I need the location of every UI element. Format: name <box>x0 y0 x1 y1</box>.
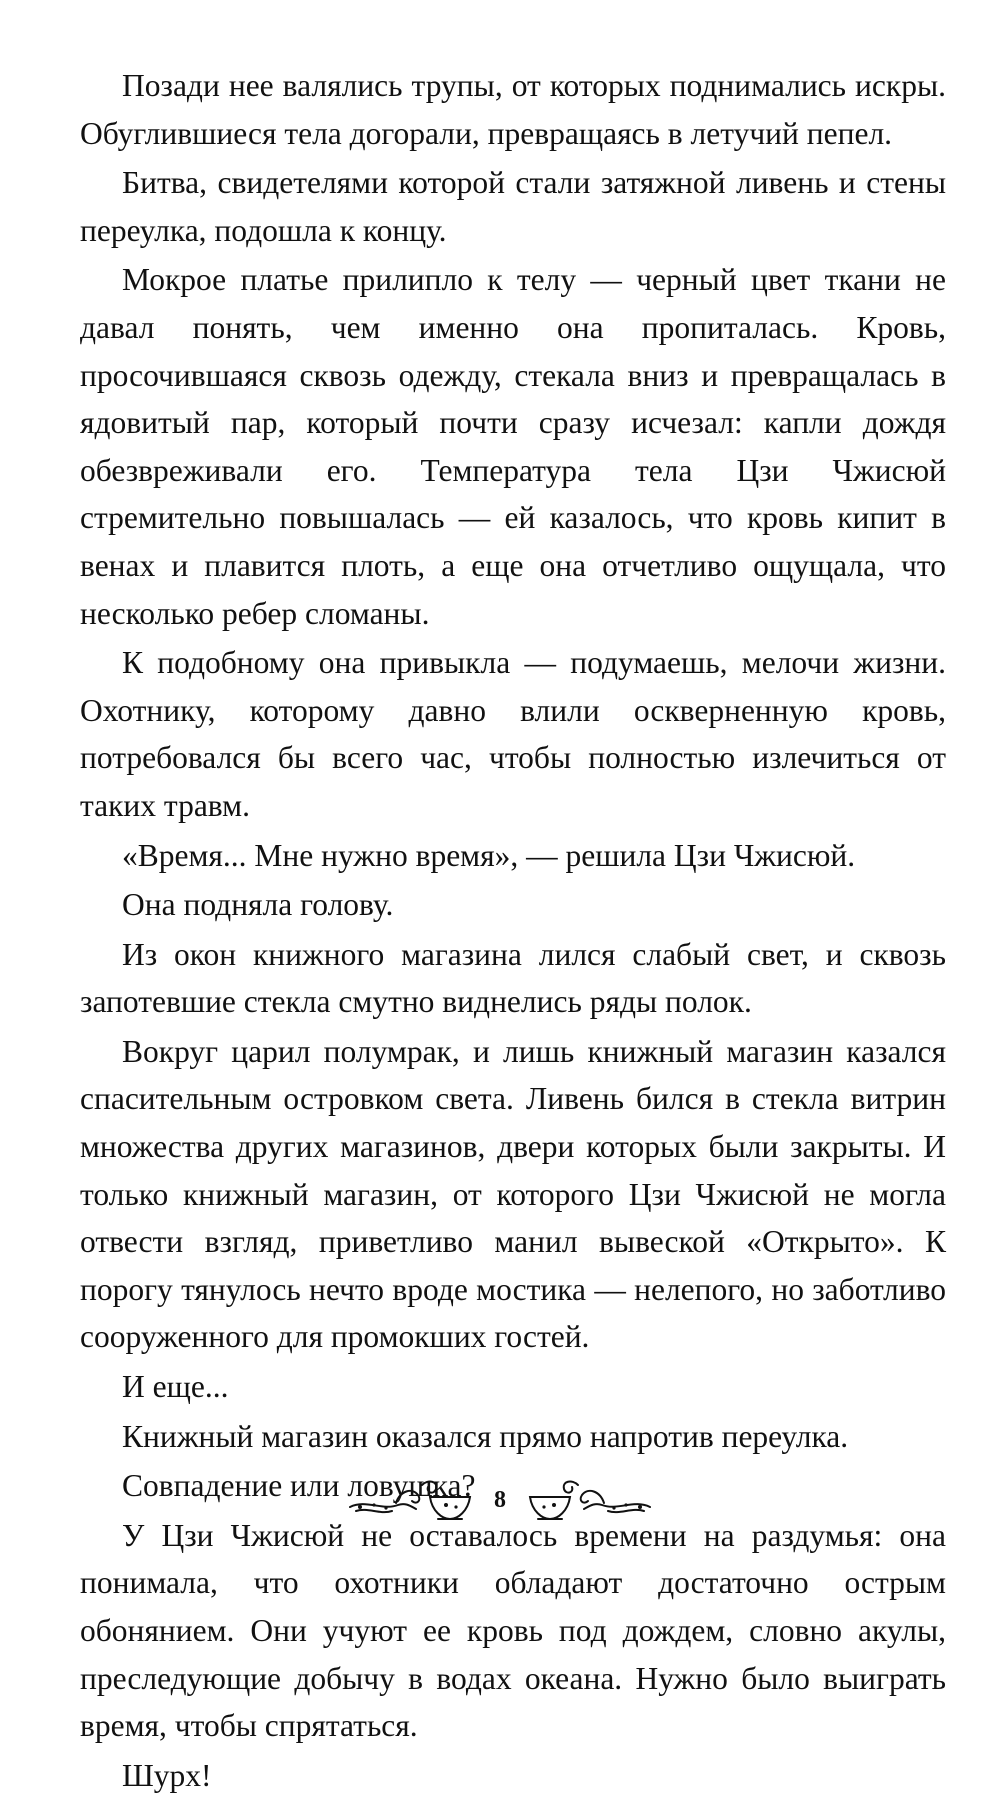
paragraph: Она подняла голову. <box>122 887 394 923</box>
paragraph: Мокрое платье прилипло к телу — черный цвет ткани не давал понять, чем именно она пропиталась. Кровь, просочившаяся сквозь одежду, стекала вниз и превращалась в ядовитый пар, который почти сразу исчезал: капли дождя обезвреживали его. Температура тела Цзи Чжисюй стремительно повышалась — ей казалось, что кровь кипит в венах и плавится плоть, а еще она отчетливо ощущала, что несколько ребер сломаны. <box>80 262 946 631</box>
teacup-ornament-right-icon <box>524 1477 654 1523</box>
paragraph: У Цзи Чжисюй не оставалось времени на раздумья: она понимала, что охотники обладают достаточно острым обонянием. Они учуют ее кровь под дождем, словно акулы, преследующие добычу в водах океана. Нужно было выиграть время, чтобы спрятаться. <box>80 1517 946 1744</box>
paragraph: И еще... <box>122 1369 229 1405</box>
paragraph: Позади нее валялись трупы, от которых поднимались искры. Обуглившиеся тела догорали, превращаясь в летучий пепел. <box>80 68 946 151</box>
page-number: 8 <box>494 1487 506 1513</box>
paragraph: Шурх! <box>122 1757 212 1793</box>
paragraph: К подобному она привыкла — подумаешь, мелочи жизни. Охотнику, которому давно влили оскверненную кровь, потребовался бы всего час, чтобы полностью излечиться от таких травм. <box>80 645 946 823</box>
teacup-ornament-left-icon <box>346 1477 476 1523</box>
paragraph: Вокруг царил полумрак, и лишь книжный магазин казался спасительным островком света. Ливень бился в стекла витрин множества других магазинов, двери которых были закрыты. И только книжный магазин, от которого Цзи Чжисюй не могла отвести взгляд, приветливо манил вывеской «Открыто». К порогу тянулось нечто вроде мостика — нелепого, но заботливо сооруженного для промокших гостей. <box>80 1033 946 1355</box>
paragraph: «Время... Мне нужно время», — решила Цзи Чжисюй. <box>122 837 856 873</box>
body-text <box>80 62 946 1801</box>
paragraph: Книжный магазин оказался прямо напротив переулка. <box>122 1418 849 1454</box>
paragraph: Битва, свидетелями которой стали затяжной ливень и стены переулка, подошла к концу. <box>80 165 946 248</box>
paragraph: Из окон книжного магазина лился слабый свет, и сквозь запотевшие стекла смутно виднелись ряды полок. <box>80 936 946 1020</box>
paragraph: Совпадение или ловушка? <box>122 1468 476 1504</box>
page-footer <box>0 1470 1000 1530</box>
